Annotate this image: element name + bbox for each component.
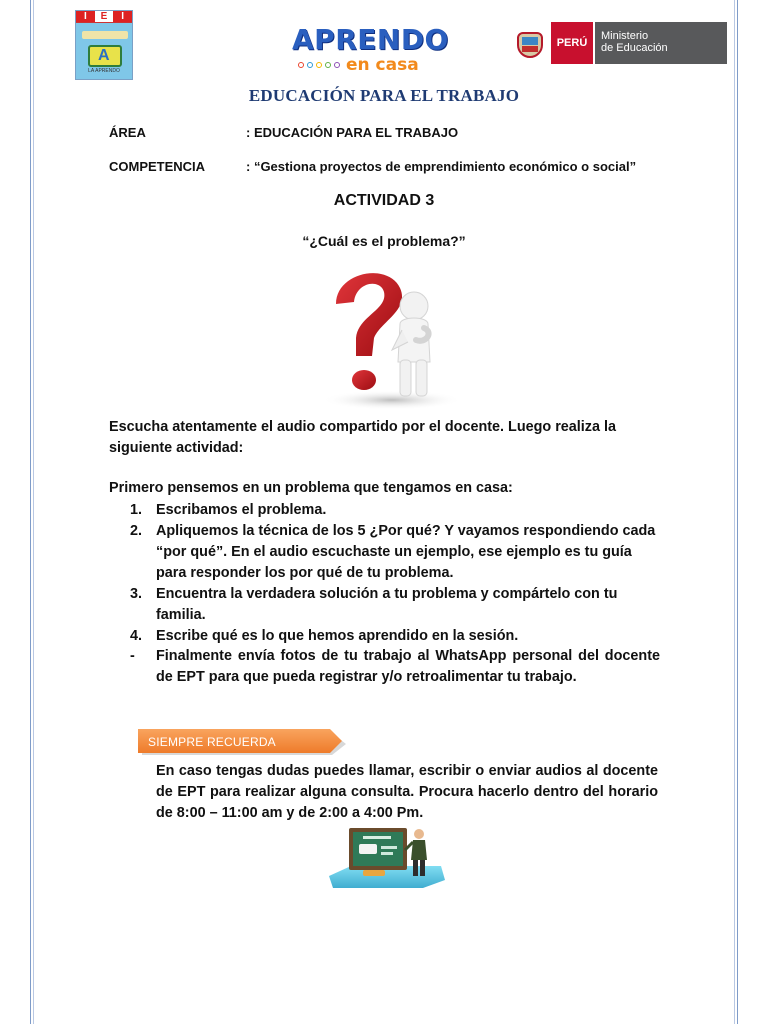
flag-letter-2: E	[95, 11, 114, 22]
step-text: Escribamos el problema.	[156, 502, 327, 518]
question-mark-figure-illustration	[296, 258, 472, 414]
aprendo-logo-title: APRENDO	[292, 23, 449, 56]
activity-question: “¿Cuál es el problema?”	[302, 233, 466, 249]
school-logo-flag	[76, 11, 132, 23]
aprendo-logo-subline	[298, 56, 442, 74]
ministry-label	[593, 22, 727, 64]
logo-dot	[325, 62, 331, 68]
step-text: Apliquemos la técnica de los 5 ¿Por qué? Y vayamos respondiendo cada “por qué”. En el audio escuchaste un ejemplo, ese ejemplo es tu guía para responder los por qué de tu problema.	[156, 523, 656, 581]
area-value: : EDUCACIÓN PARA EL TRABAJO	[246, 125, 459, 140]
logo-dot	[307, 62, 313, 68]
page-border-right	[737, 0, 738, 1024]
flag-letter-1: I	[76, 11, 95, 22]
logo-dot	[316, 62, 322, 68]
final-note-text: Finalmente envía fotos de tu trabajo al WhatsApp personal del docente de EPT para que pueda registrar y/o retroalimentar tu trabajo.	[156, 648, 660, 685]
aprendo-logo-subtitle: en casa	[346, 55, 419, 75]
teacher-board-illustration	[323, 824, 447, 890]
area-label: ÁREA	[109, 125, 146, 140]
list-item	[130, 626, 660, 647]
school-logo-motto: LA APRENDO	[88, 68, 120, 74]
steps-list	[130, 500, 660, 647]
lead-sentence: Primero pensemos en un problema que tengamos en casa:	[109, 480, 513, 496]
step-text: Escribe qué es lo que hemos aprendido en la sesión.	[156, 628, 519, 644]
list-item	[130, 521, 660, 584]
step-number: 4.	[130, 628, 143, 644]
ministerio-educacion-logo	[513, 22, 727, 64]
siempre-recuerda-banner	[138, 728, 346, 756]
final-note-dash: -	[130, 648, 135, 664]
logo-dot	[334, 62, 340, 68]
peru-coat-of-arms-icon	[513, 22, 547, 64]
subject-heading: EDUCACIÓN PARA EL TRABAJO	[248, 86, 520, 105]
intro-paragraph: Escucha atentamente el audio compartido por el docente. Luego realiza la siguiente actividad:	[109, 419, 616, 456]
ministry-label-line2: de Educación	[601, 42, 668, 54]
step-text: Encuentra la verdadera solución a tu problema y compártelo con tu familia.	[156, 586, 618, 623]
list-item	[130, 584, 660, 626]
banner-label: SIEMPRE RECUERDA	[148, 735, 276, 749]
competencia-value: : “Gestiona proyectos de emprendimiento económico o social”	[246, 159, 637, 174]
school-logo-scroll	[82, 31, 128, 39]
aprendo-en-casa-logo	[292, 23, 449, 76]
competencia-label: COMPETENCIA	[109, 159, 206, 174]
step-number: 3.	[130, 586, 143, 602]
page-border-left	[30, 0, 31, 1024]
final-note	[130, 646, 660, 688]
step-number: 1.	[130, 502, 143, 518]
flag-letter-3: I	[113, 11, 132, 22]
step-number: 2.	[130, 523, 143, 539]
logo-dot	[298, 62, 304, 68]
aprendo-logo-dots	[298, 62, 340, 68]
reminder-paragraph: En caso tengas dudas puedes llamar, escribir o enviar audios al docente de EPT para realizar alguna consulta. Procura hacerlo dentro del horario de 8:00 – 11:00 am y de 2:00 a 4:00 Pm.	[156, 763, 658, 821]
peru-label: PERÚ	[551, 22, 593, 64]
list-item	[130, 500, 660, 521]
activity-title: ACTIVIDAD 3	[333, 192, 435, 209]
ministry-label-line1: Ministerio	[601, 30, 649, 42]
school-logo	[75, 10, 133, 80]
school-logo-book-icon	[88, 45, 122, 67]
